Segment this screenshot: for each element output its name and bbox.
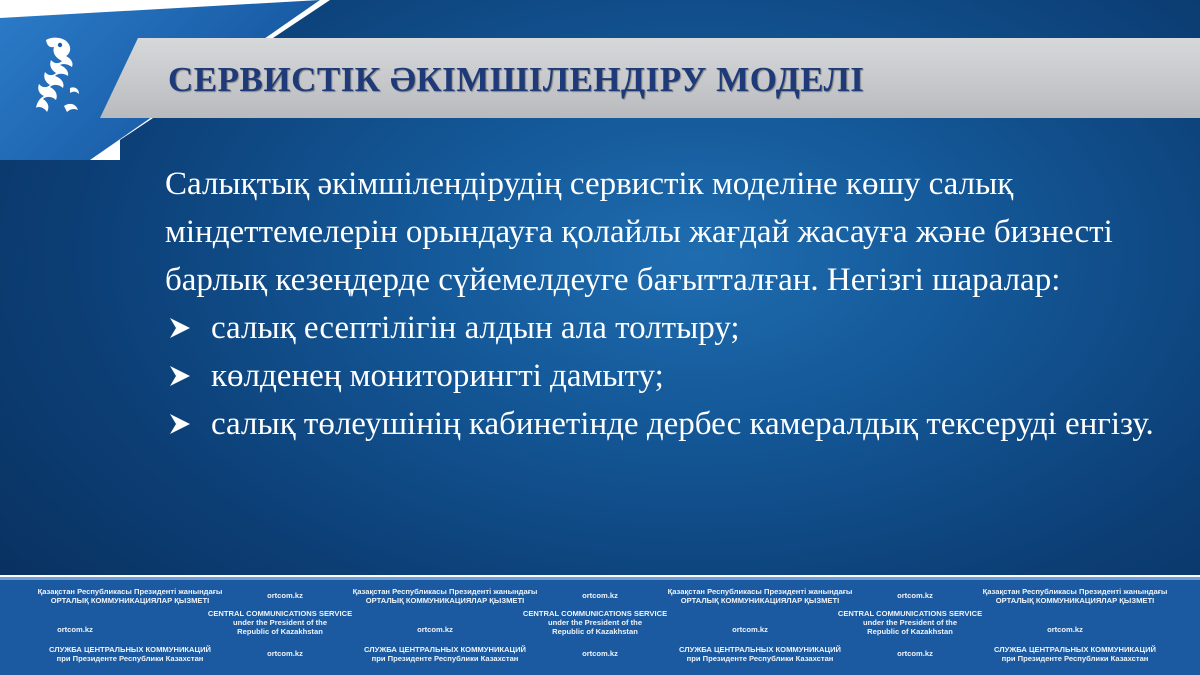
footer-en-block bbox=[815, 609, 1005, 636]
footer-en-line: Republic of Kazakhstan bbox=[237, 627, 323, 636]
footer-en-block bbox=[500, 609, 690, 636]
footer-kz-line: ОРТАЛЫҚ КОММУНИКАЦИЯЛАР ҚЫЗМЕТІ bbox=[365, 596, 525, 605]
bullet-item bbox=[165, 352, 1175, 400]
footer-ru-block bbox=[335, 645, 555, 663]
footer-kz-line: ОРТАЛЫҚ КОММУНИКАЦИЯЛАР ҚЫЗМЕТІ bbox=[680, 596, 840, 605]
footer-ru-line: при Президенте Республики Казахстан bbox=[1001, 654, 1149, 663]
footer-strip bbox=[0, 575, 1200, 675]
footer-en-line: under the President of the bbox=[232, 618, 328, 627]
footer-en-line: under the President of the bbox=[862, 618, 958, 627]
footer-en-line: Republic of Kazakhstan bbox=[552, 627, 638, 636]
footer-kz-line: Қазақстан Республикасы Президенті жанындағы bbox=[982, 587, 1168, 596]
footer-site: ortcom.kz bbox=[57, 625, 93, 634]
footer-kz-block bbox=[965, 587, 1185, 605]
footer-site: ortcom.kz bbox=[267, 591, 303, 600]
footer-kz-line: Қазақстан Республикасы Президенті жанындағы bbox=[667, 587, 853, 596]
footer-ru-line: СЛУЖБА ЦЕНТРАЛЬНЫХ КОММУНИКАЦИЙ bbox=[993, 645, 1156, 654]
footer-site: ortcom.kz bbox=[417, 625, 453, 634]
footer-en-line: CENTRAL COMMUNICATIONS SERVICE bbox=[522, 609, 668, 618]
footer-en-line: under the President of the bbox=[547, 618, 643, 627]
bullet-item bbox=[165, 400, 1175, 448]
footer-site: ortcom.kz bbox=[897, 591, 933, 600]
footer-en-line: CENTRAL COMMUNICATIONS SERVICE bbox=[207, 609, 353, 618]
footer-ru-line: при Президенте Республики Казахстан bbox=[686, 654, 834, 663]
footer-site: ortcom.kz bbox=[732, 625, 768, 634]
snow-leopard-logo-icon bbox=[30, 36, 82, 118]
footer-site: ortcom.kz bbox=[897, 649, 933, 658]
footer-site: ortcom.kz bbox=[267, 649, 303, 658]
arrowhead-bullet-icon bbox=[167, 400, 197, 448]
footer-kz-block bbox=[20, 587, 240, 605]
arrowhead-bullet-icon bbox=[167, 304, 197, 352]
bullet-text: салық төлеушінің кабинетінде дербес камералдық тексеруді енгізу. bbox=[211, 406, 1154, 442]
footer-ru-block bbox=[20, 645, 240, 663]
footer-kz-line: Қазақстан Республикасы Президенті жанындағы bbox=[37, 587, 223, 596]
footer-kz-block bbox=[650, 587, 870, 605]
footer-en-block bbox=[185, 609, 375, 636]
footer-ru-line: при Президенте Республики Казахстан bbox=[56, 654, 204, 663]
footer-kz-block bbox=[335, 587, 555, 605]
arrowhead-bullet-icon bbox=[167, 352, 197, 400]
slide-content bbox=[165, 160, 1175, 448]
footer-ru-block bbox=[965, 645, 1185, 663]
footer-ru-line: СЛУЖБА ЦЕНТРАЛЬНЫХ КОММУНИКАЦИЙ bbox=[363, 645, 526, 654]
intro-paragraph: Салықтық әкімшілендірудің сервистік моделіне көшу салық міндеттемелерін орындауға қолайлы жағдай жасауға және бизнесті барлық кезеңдерде сүйемелдеуге бағытталған. Негізгі шаралар: bbox=[165, 166, 1113, 298]
bullet-text: көлденең мониторингті дамыту; bbox=[211, 358, 664, 394]
footer-ru-line: СЛУЖБА ЦЕНТРАЛЬНЫХ КОММУНИКАЦИЙ bbox=[678, 645, 841, 654]
bullet-text: салық есептілігін алдын ала толтыру; bbox=[211, 310, 740, 346]
slide-title: СЕРВИСТІК ӘКІМШІЛЕНДІРУ МОДЕЛІ bbox=[168, 60, 865, 99]
bullet-item bbox=[165, 304, 1175, 352]
bullet-list bbox=[165, 304, 1175, 448]
footer-ru-line: при Президенте Республики Казахстан bbox=[371, 654, 519, 663]
footer-site: ortcom.kz bbox=[1047, 625, 1083, 634]
footer-kz-line: Қазақстан Республикасы Президенті жанындағы bbox=[352, 587, 538, 596]
footer-ru-block bbox=[650, 645, 870, 663]
footer-en-line: CENTRAL COMMUNICATIONS SERVICE bbox=[837, 609, 983, 618]
footer-ru-line: СЛУЖБА ЦЕНТРАЛЬНЫХ КОММУНИКАЦИЙ bbox=[48, 645, 211, 654]
footer-site: ortcom.kz bbox=[582, 591, 618, 600]
footer-en-line: Republic of Kazakhstan bbox=[867, 627, 953, 636]
footer-site: ortcom.kz bbox=[582, 649, 618, 658]
footer-kz-line: ОРТАЛЫҚ КОММУНИКАЦИЯЛАР ҚЫЗМЕТІ bbox=[995, 596, 1155, 605]
footer-kz-line: ОРТАЛЫҚ КОММУНИКАЦИЯЛАР ҚЫЗМЕТІ bbox=[50, 596, 210, 605]
